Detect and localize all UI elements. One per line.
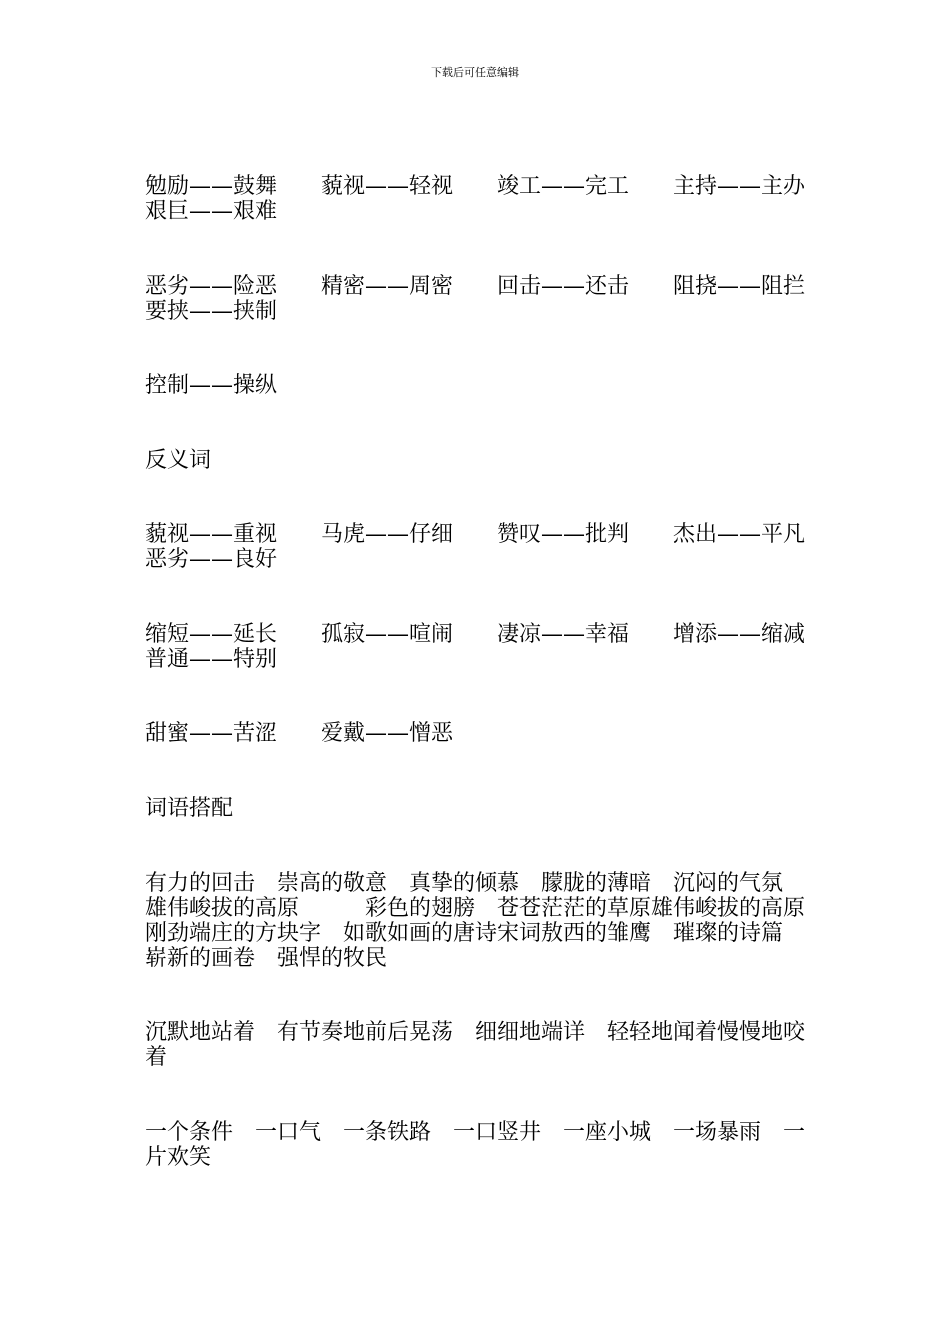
antonym-list-1: 藐视——重视 马虎——仔细 赞叹——批判 杰出——平凡 恶劣——良好 [145, 522, 850, 572]
synonym-list-3: 控制——操纵 [145, 373, 278, 398]
collocation-list-adjective: 有力的回击 崇高的敬意 真挚的倾慕 朦胧的薄暗 沉闷的气氛 雄伟峻拔的高原 彩色的翅膀 苍苍茫茫的草原雄伟峻拔的高原 刚劲端庄的方块字 如歌如画的唐诗宋词敖西的雏鹰 璀璨的诗篇 崭新的画卷 强悍的牧民 [145, 871, 828, 971]
synonym-list-2: 恶劣——险恶 精密——周密 回击——还击 阻挠——阻拦 要挟——挟制 [145, 274, 850, 324]
antonym-list-2: 缩短——延长 孤寂——喧闹 凄凉——幸福 增添——缩减 普通——特别 [145, 622, 850, 672]
antonym-list-3: 甜蜜——苦涩 爱戴——憎恶 [145, 721, 454, 746]
synonym-list-1: 勉励——鼓舞 藐视——轻视 竣工——完工 主持——主办 艰巨——艰难 [145, 174, 850, 224]
section-heading-antonyms: 反义词 [145, 448, 212, 473]
collocation-list-measure-word: 一个条件 一口气 一条铁路 一口竖井 一座小城 一场暴雨 一片欢笑 [145, 1120, 806, 1170]
page-header: 下载后可任意编辑 [431, 66, 519, 79]
collocation-list-adverb: 沉默地站着 有节奏地前后晃荡 细细地端详 轻轻地闻着慢慢地咬着 [145, 1020, 806, 1070]
section-heading-collocations: 词语搭配 [145, 796, 234, 821]
